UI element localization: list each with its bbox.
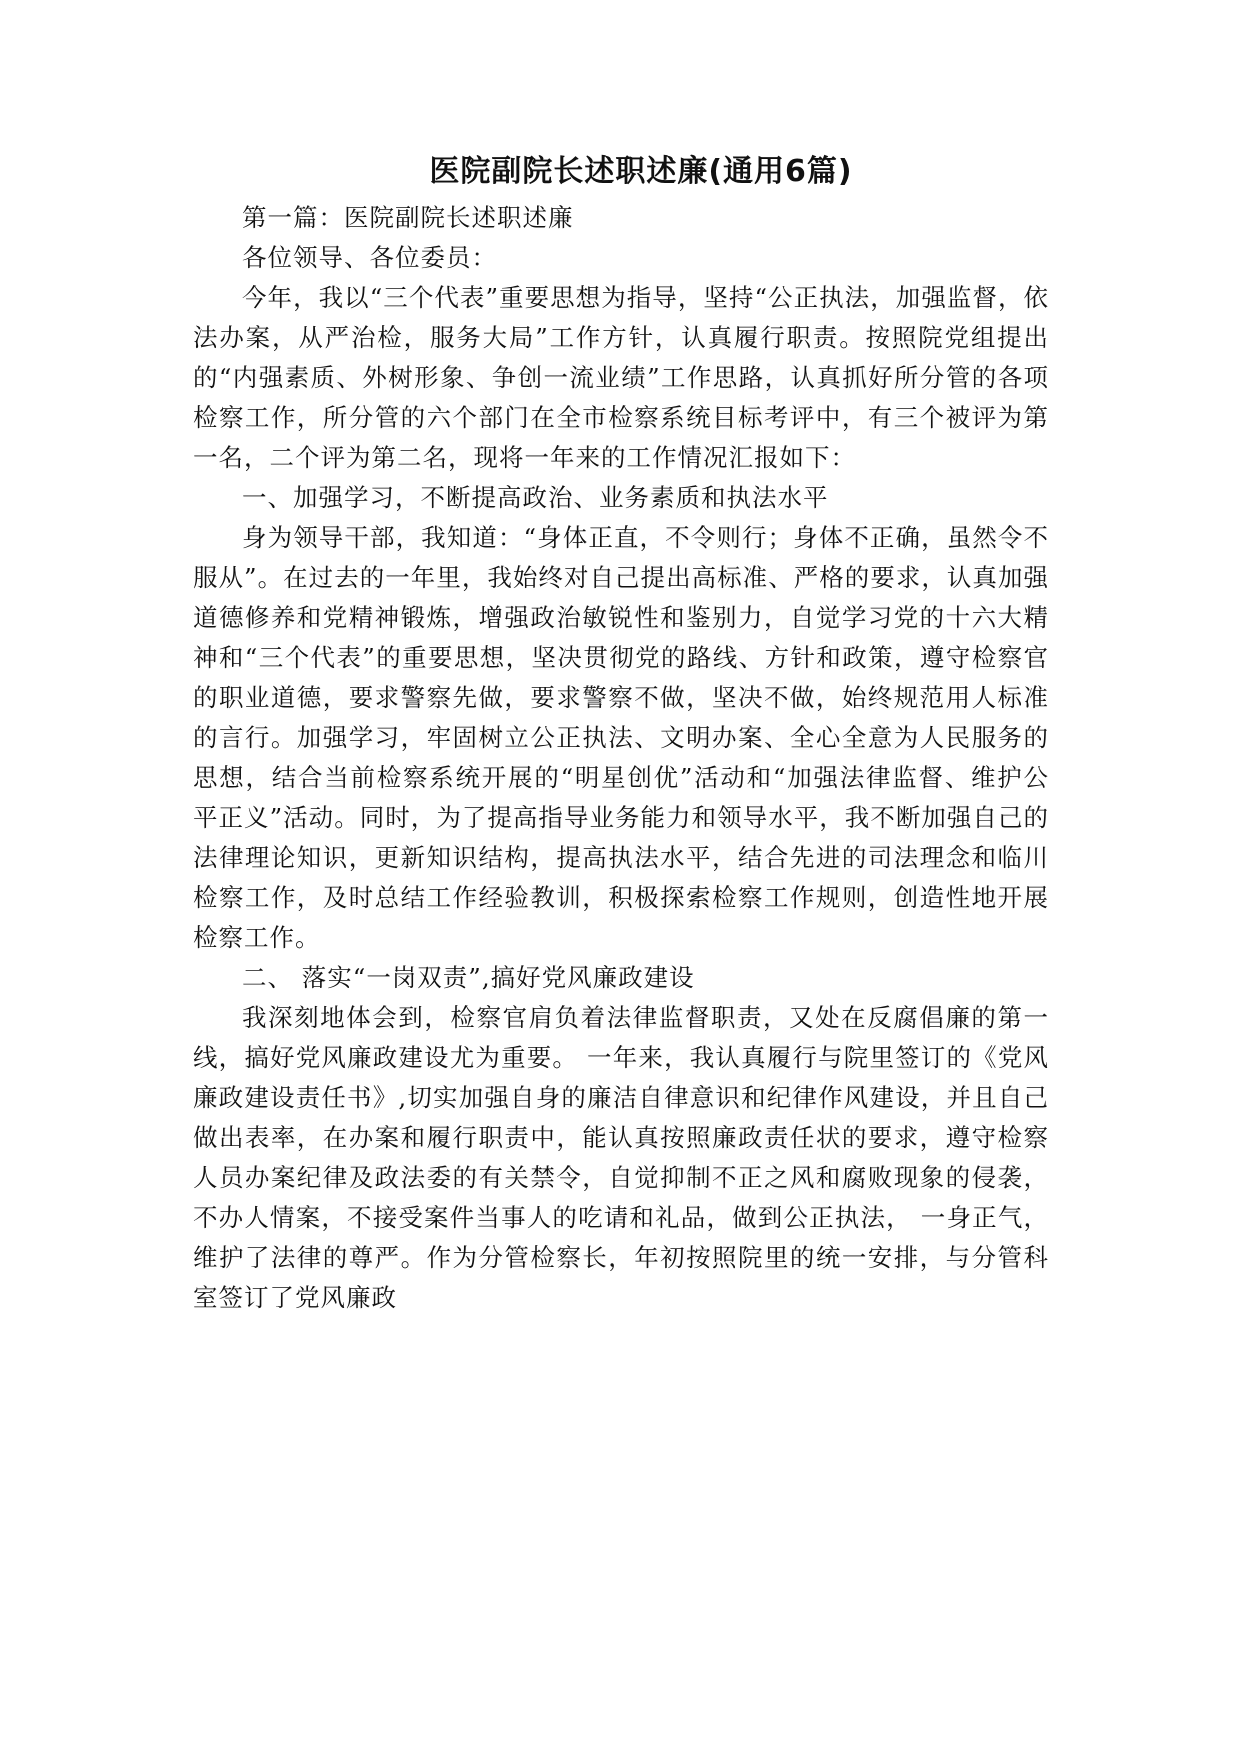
heading-section-two: 二、 落实“一岗双责”,搞好党风廉政建设 bbox=[242, 963, 695, 992]
heading-section-one: 一、加强学习，不断提高政治、业务素质和执法水平 bbox=[242, 483, 829, 512]
salutation: 各位领导、各位委员： bbox=[242, 243, 497, 272]
document-title: 医院副院长述职述廉(通用6篇) bbox=[429, 154, 853, 189]
paragraph-study: 身为领导干部，我知道：“身体正直，不令则行；身体不正确，虽然令不服从”。在过去的一年里，我始终对自己提出高标准、严格的要求，认真加强道德修养和党精神锻炼，增强政治敏锐性和鉴别力，自觉学习党的十六大精神和“三个代表”的重要思想，坚决贯彻党的路线、方针和政策，遵守检察官的职业道德，要求警察先做，要求警察不做，坚决不做，始终规范用人标准的言行。加强学习，牢固树立公正执法、文明办案、全心全意为人民服务的思想，结合当前检察系统开展的“明星创优”活动和“加强法律监督、维护公平正义”活动。同时，为了提高指导业务能力和领导水平，我不断加强自己的法律理论知识，更新知识结构，提高执法水平，结合先进的司法理念和临川检察工作，及时总结工作经验教训，积极探索检察工作规则，创造性地开展检察工作。 bbox=[193, 523, 1049, 952]
section-title: 第一篇：医院副院长述职述廉 bbox=[242, 203, 574, 232]
paragraph-integrity: 我深刻地体会到，检察官肩负着法律监督职责，又处在反腐倡廉的第一线，搞好党风廉政建设尤为重要。 一年来，我认真履行与院里签订的《党风廉政建设责任书》,切实加强自身的廉洁自律意识和纪律作风建设，并且自己做出表率，在办案和履行职责中，能认真按照廉政责任状的要求，遵守检察人员办案纪律及政法委的有关禁令，自觉抑制不正之风和腐败现象的侵袭，不办人情案，不接受案件当事人的吃请和礼品，做到公正执法， 一身正气，维护了法律的尊严。作为分管检察长，年初按照院里的统一安排，与分管科室签订了党风廉政 bbox=[193, 1003, 1049, 1312]
document-page bbox=[193, 150, 1049, 1318]
paragraph-intro: 今年，我以“三个代表”重要思想为指导，坚持“公正执法，加强监督，依法办案，从严治检，服务大局”工作方针，认真履行职责。按照院党组提出的“内强素质、外树形象、争创一流业绩”工作思路，认真抓好所分管的各项检察工作，所分管的六个部门在全市检察系统目标考评中，有三个被评为第一名，二个评为第二名，现将一年来的工作情况汇报如下： bbox=[193, 283, 1049, 472]
